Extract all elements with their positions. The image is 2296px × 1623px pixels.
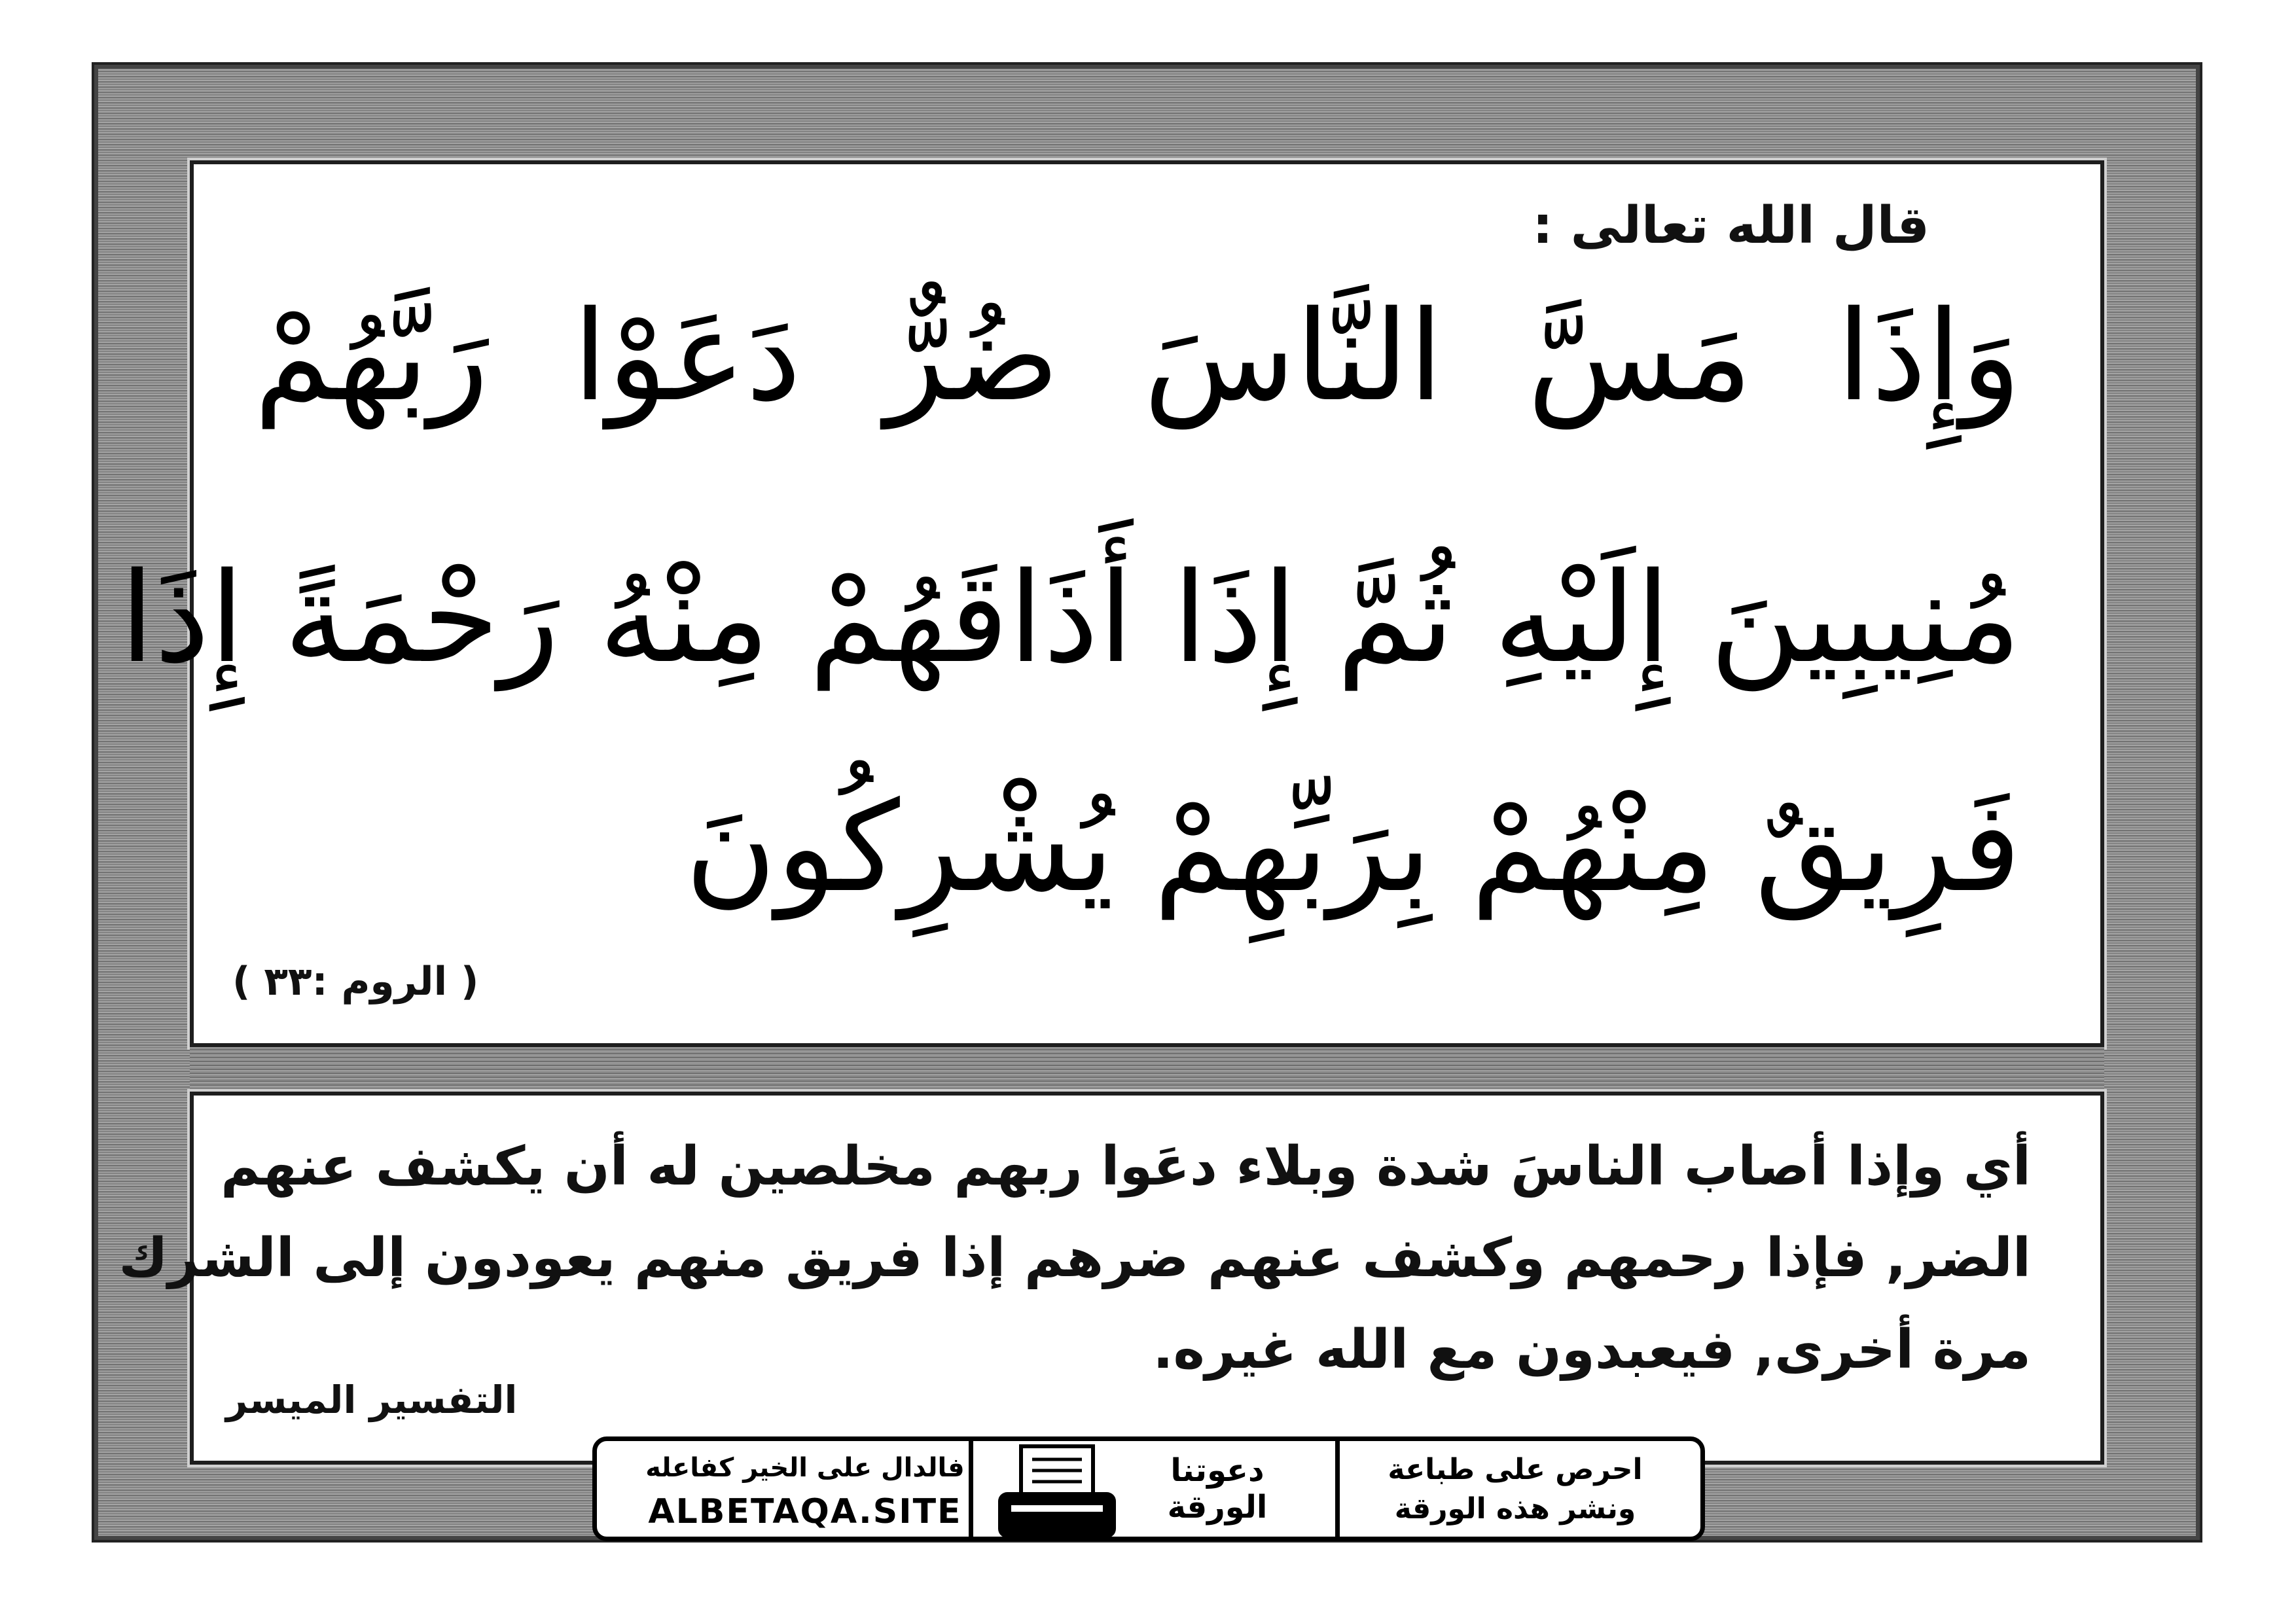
- logo-text-top: دعوتنا: [1170, 1452, 1265, 1489]
- verse-reference: ( الروم :٣٣ ): [232, 959, 479, 1005]
- tafsir-line-3: مرة أخرى, فيعبدون مع الله غيره.: [1153, 1319, 2031, 1381]
- verse-line-1: وَإِذَا مَسَّ النَّاسَ ضُرٌّ دَعَوْا رَبَّهُمْ: [254, 284, 2021, 429]
- footer-slogan-line-1: احرص على طباعة: [1388, 1453, 1643, 1486]
- verse-line-3: فَرِيقٌ مِنْهُمْ بِرَبِّهِمْ يُشْرِكُونَ: [685, 775, 2021, 919]
- verse-line-2: مُنِيبِينَ إِلَيْهِ ثُمَّ إِذَا أَذَاقَهُمْ مِنْهُ رَحْمَةً إِذَا: [119, 546, 2021, 690]
- footer-slogan-line-2: ونشر هذه الورقة: [1394, 1492, 1636, 1525]
- footer-divider-right: [1335, 1436, 1340, 1541]
- tafsir-line-2: الضر, فإذا رحمهم وكشف عنهم ضرهم إذا فريق منهم يعودون إلى الشرك: [118, 1227, 2031, 1289]
- albetaqa-logo: [1167, 1443, 1268, 1535]
- footer-tagline: فالدال على الخير كفاعله: [645, 1453, 965, 1483]
- printer-icon: [992, 1443, 1122, 1541]
- verse-heading: قال الله تعالى :: [1532, 196, 1929, 255]
- tafsir-source: التفسير الميسر: [226, 1378, 518, 1422]
- logo-text-bottom: الورقة: [1167, 1489, 1268, 1525]
- tafsir-line-1: أي وإذا أصاب الناسَ شدة وبلاء دعَوا ربهم مخلصين له أن يكشف عنهم: [221, 1135, 2031, 1198]
- panel-divider: [190, 1047, 2104, 1092]
- footer-site-url[interactable]: ALBETAQA.SITE: [648, 1492, 962, 1531]
